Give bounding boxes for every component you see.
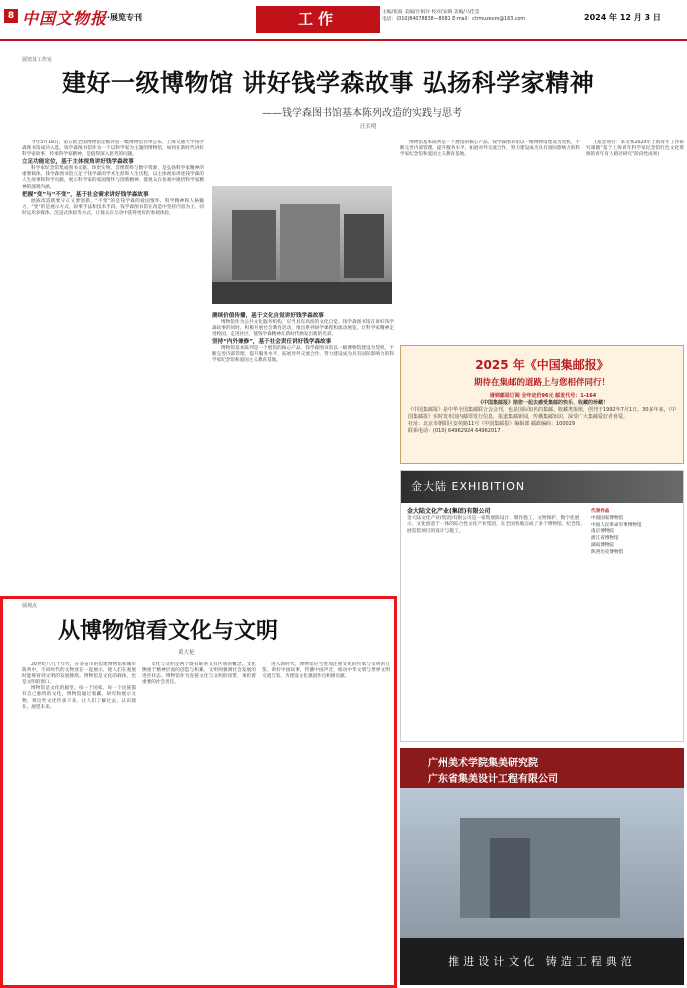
page-number: 8: [4, 9, 18, 23]
stamp-newspaper-ad: [400, 345, 684, 464]
building-photo: [400, 788, 684, 938]
header-divider: [0, 39, 687, 41]
stamp-ad-body: 请到邮局订阅 全年定价96元 邮发代号：1-164 《中国集邮报》陪您一起去感受集邮的快乐、收藏的珍藏！ 《中国集邮报》是中华全国集邮联合会会刊，也是国际知名的集邮、收藏类报纸，创刊于1992年7月1日。30多年来，《中国集邮报》实时发布国内邮票发行信息，报道集邮新闻，传播集邮知识，深受广大集邮爱好者喜爱。 社址：北京市朝阳区安苑路11号《中国集邮报》编辑部 邮政编码：100029 联系电话：(010) 64962924 64962017: [408, 393, 676, 434]
article1-subtitle: ——钱学森图书馆基本陈列改造的实践与思考: [262, 108, 462, 119]
design-institute-ad: [400, 748, 684, 985]
edition-label: ·展览专刊: [107, 13, 143, 22]
section-title: 工作: [256, 6, 380, 33]
design-ad-footer: 推进设计文化 铸造工程典范: [400, 938, 684, 985]
article2-title: 从博物馆看文化与文明: [58, 618, 279, 644]
article1-column-tag: 展馆及工作室: [22, 57, 53, 63]
article2-col2: 文化与文明是两个既有联系又有区别的概念。文化侧重于精神层面的创造与积累，文明则强调社会发展的进步状态。博物馆作为连接文化与文明的纽带，承担着重要的社会责任。: [142, 662, 256, 686]
article1-col4: (基金项目：本文系2024年上海青年工作研究课题“基于上海青年科学家纪念馆红色文化资源的青年育人路径研究”阶段性成果): [586, 140, 684, 158]
newspaper-masthead: 中国文物报: [22, 9, 108, 28]
museum-interior-photo: [212, 186, 392, 304]
exhibition-brand: 金大陆 EXHIBITION: [401, 471, 683, 503]
article1-title: 建好一级博物馆 讲好钱学森故事 弘扬科学家精神: [62, 68, 595, 97]
article2-col1: 20世纪八九十年代，在多省市的馆建博物馆和城市陈列中，不同时代的文物放在一起展示，使人们在观展时能够看到文明的发展脉络。博物馆是文化的载体，也是文明的窗口。 博物馆是文化的殿堂。每一个国家、每一个民族都有自己独特的文化，博物馆通过收藏、研究和展示文物，将这些文化传承下来，让人们了解过去、认识现在、展望未来。: [22, 662, 136, 710]
stamp-ad-slogan: 期待在集邮的道路上与您相伴同行！: [473, 378, 610, 388]
article1-col3: 博物馆基本陈列是一个展馆的核心产品。钱学森图书馆以一级博物馆建设为契机，不断完善内部管理，提升服务水平，拓展对外交流合作，努力建设成为具有国际影响力的科学家纪念馆和爱国主义教育基地。: [400, 140, 580, 158]
article1-col2: 赓续价值传播，基于文化自觉讲好钱学森故事 博物馆作为公共文化服务机构，应当具有高度的文化自觉。钱学森图书馆在讲好钱学森故事的同时，积极开展社会教育活动，推出系列研学课程和流动展览，让科学家精神走进校园、走进社区，使钱学森精神在新时代焕发出新的光彩。 坚持“内外兼修”，基于社会责任讲好钱学森故事 博物馆基本陈列是一个展馆的核心产品。钱学森图书馆以一级博物馆建设为契机，不断完善内部管理，提升服务水平，拓展对外交流合作，努力建设成为具有国际影响力的科学家纪念馆和爱国主义教育基地。: [212, 313, 394, 364]
article2-col3: 进入新时代，博物馆应当更加注重文化的传承与文明的互鉴，讲好中国故事，传播中国声音，推动中华文明与世界文明交流互鉴，为建设文化强国作出积极贡献。: [262, 662, 390, 680]
publication-date: 2024 年 12 月 3 日: [584, 13, 661, 22]
article1-col1: 今年5月18日，第五批全国博物馆定级评估一级博物馆名单公布，上海交通大学钱学森图书馆成功入选。钱学森图书馆作为一个以科学家为主题的博物馆，如何在新时代讲好科学家故事、传承科学家精神，是值得深入思考的问题。 立足功能定位，基于主体视角讲好钱学森故事 科学家纪念馆集成图书文献、珍贵实物、音像资料与数字资源，是弘扬科学家精神的重要载体。钱学森图书馆立足于钱学森的学术生涯和人生历程，以主体视角讲述钱学森的人生故事和科学贡献，展示科学家的家国情怀与创新精神，使观众在参观中感悟科学家精神的深刻内涵。 把握“变”与“不变”，基于社会需求讲好钱学森故事 展陈改造既要守正又要创新。“不变”的是钱学森的爱国情怀、科学精神和人格魅力，“变”的是展示方式、叙事手法和技术手段。钱学森图书馆在改造中坚持内容为王，同时运用多媒体、沉浸式体验等方式，让观众在互动中获得更好的参观体验。: [22, 140, 204, 216]
article2-author: 黄大伦: [178, 650, 195, 656]
exhibition-company-info: 金大陆文化产业(集团)有限公司 金大陆文化产业(集团)有限公司是一家集展陈设计、制作施工、文物保护、数字化展示、文化创意于一体的综合性文化产业集团，在全国各地完成了多个博物馆、纪念馆、展览馆项目的设计与施工。: [407, 508, 586, 534]
article2-column-tag: 展观点: [22, 603, 38, 609]
exhibition-works-list: 代表作品 中国国家博物馆 中国人民革命军事博物馆 南京博物院 浙江省博物馆 湖南博物院 陕西历史博物馆: [591, 509, 642, 555]
stamp-ad-title: 2025 年《中国集邮报》: [475, 358, 609, 372]
exhibition-company-ad: [400, 470, 684, 742]
article1-author: 汪长明: [360, 124, 377, 130]
editor-info: 主编/崔波 美编/甘娟玲 校对/宋晴 美编/马佳莹 电话：(010)84078838—8081 E-mail：ctrmuzeum@163.com: [382, 10, 526, 22]
design-ad-header: 广州美术学院集美研究院 广东省集美设计工程有限公司: [400, 748, 684, 788]
